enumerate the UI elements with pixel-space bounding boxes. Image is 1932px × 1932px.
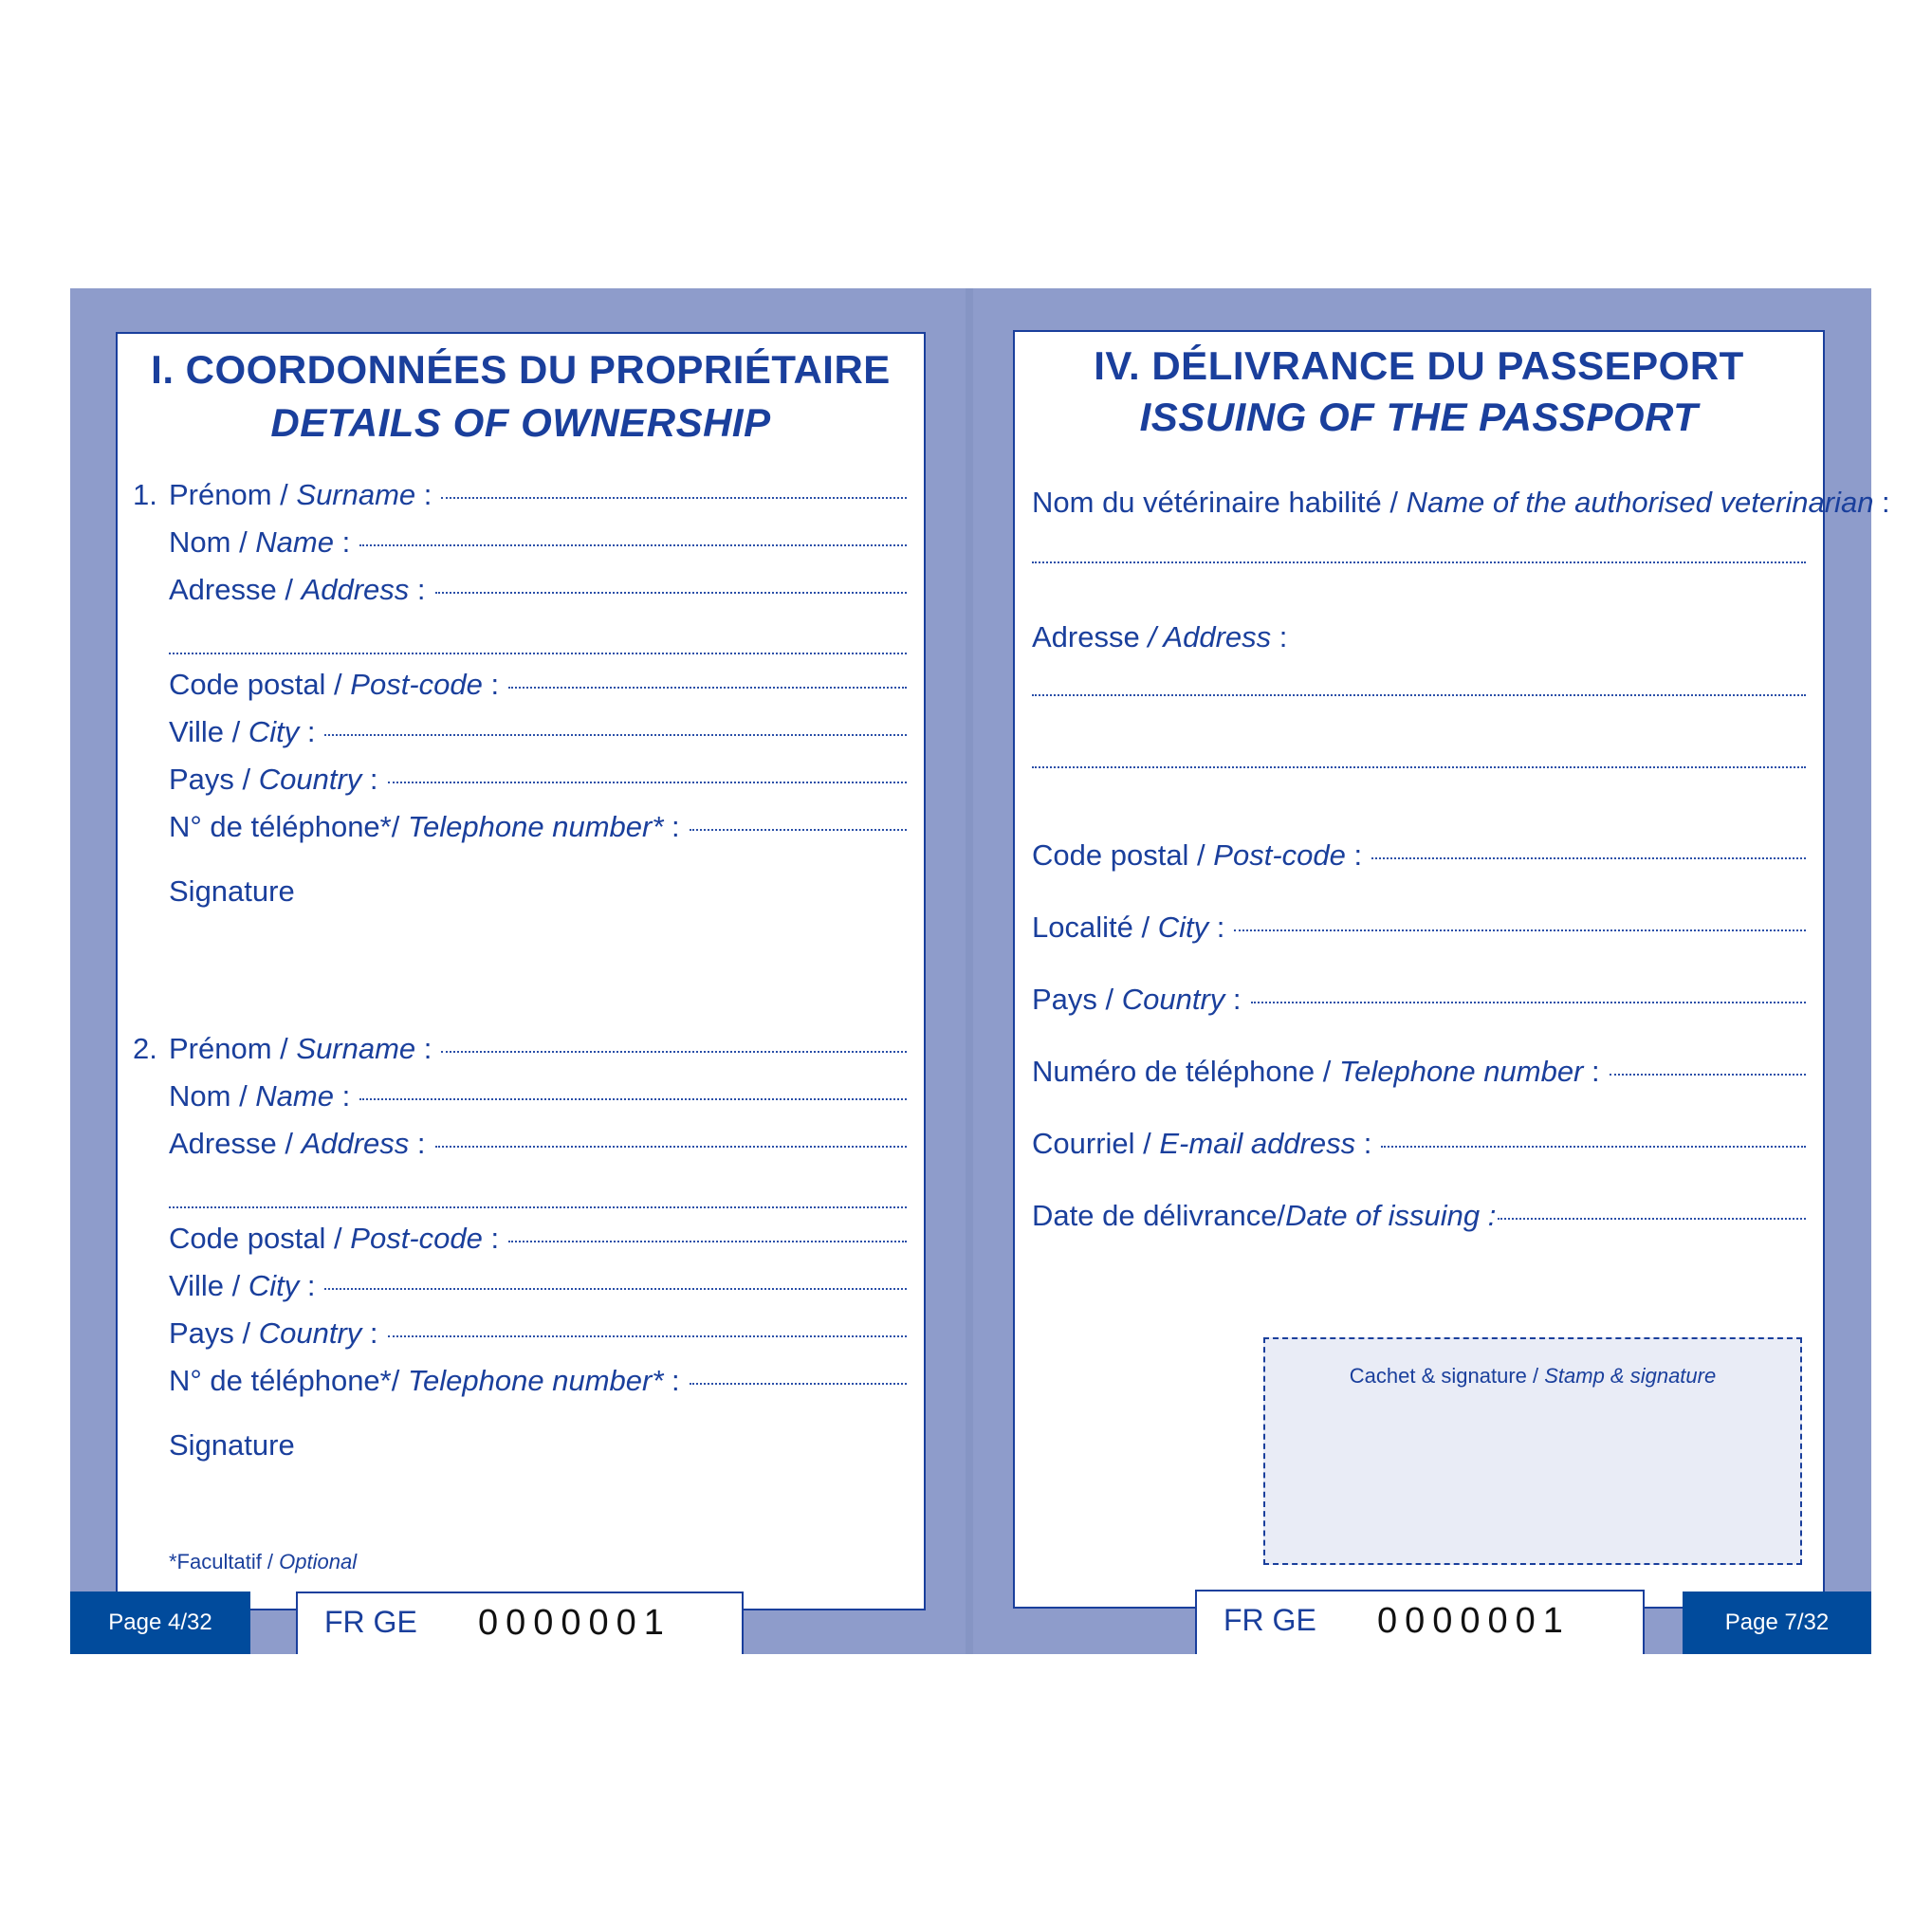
ownership-title-fr: I. COORDONNÉES DU PROPRIÉTAIRE (151, 347, 891, 392)
owner-1-signature-label: Signature (169, 874, 295, 908)
city-dotted-line (324, 1287, 907, 1290)
owner-2-address-field[interactable] (169, 1127, 907, 1161)
surname-dotted-line (441, 1050, 907, 1053)
name-dotted-line (359, 1097, 907, 1100)
vet-address-line-1[interactable] (1032, 694, 1806, 696)
owner-1-city-label: Ville / City : (169, 715, 316, 748)
owner-1-address-label: Adresse / Address : (169, 573, 426, 606)
owner-2-name-field[interactable] (169, 1079, 907, 1113)
postcode-dotted-line (508, 1240, 907, 1242)
serial-box-left (296, 1592, 744, 1654)
name-dotted-line (359, 543, 907, 546)
vet-postcode-field[interactable] (1032, 838, 1806, 873)
owner-1-address-field[interactable] (169, 573, 907, 607)
vet-postcode-label: Code postal / Post-code : (1032, 838, 1363, 872)
surname-dotted-line (441, 496, 907, 499)
owner-1-country-field[interactable] (169, 763, 907, 797)
address-dotted-line (435, 591, 907, 594)
owner-2-postcode-label: Code postal / Post-code : (169, 1222, 500, 1255)
owner-1-country-label: Pays / Country : (169, 763, 378, 796)
country-dotted-line (1251, 1001, 1806, 1003)
passport-spread (70, 288, 1890, 1654)
vet-country-field[interactable] (1032, 983, 1806, 1017)
owner-1-surname-field[interactable] (169, 478, 907, 512)
country-dotted-line (388, 1334, 907, 1337)
owner-2-address-label: Adresse / Address : (169, 1127, 426, 1160)
issuing-title-en: ISSUING OF THE PASSPORT (1139, 395, 1699, 439)
vet-phone-label: Numéro de téléphone / Telephone number : (1032, 1055, 1600, 1088)
page-number-right: Page 7/32 (1683, 1592, 1871, 1654)
ownership-title-en: DETAILS OF OWNERSHIP (270, 400, 771, 445)
vet-name-label: Nom du vétérinaire habilité / Name of the authorised veterinarian : (1032, 486, 1890, 519)
address-dotted-line (435, 1145, 907, 1148)
vet-city-field[interactable] (1032, 911, 1806, 945)
issuing-title-fr: IV. DÉLIVRANCE DU PASSEPORT (1094, 343, 1744, 388)
owner-2-phone-field[interactable] (169, 1364, 907, 1398)
owner-1-postcode-label: Code postal / Post-code : (169, 668, 500, 701)
country-code-left: FR GE (324, 1605, 417, 1639)
page-number-left: Page 4/32 (70, 1592, 250, 1654)
owner-2-signature-label: Signature (169, 1428, 295, 1462)
date-dotted-line (1498, 1217, 1806, 1220)
country-code-right: FR GE (1224, 1603, 1316, 1637)
postcode-dotted-line (1371, 856, 1806, 859)
vet-email-label: Courriel / E-mail address : (1032, 1127, 1372, 1160)
owner-1-name-label: Nom / Name : (169, 525, 351, 559)
owner-1-name-field[interactable] (169, 525, 907, 560)
owner-2-postcode-field[interactable] (169, 1222, 907, 1256)
vet-country-label: Pays / Country : (1032, 983, 1242, 1016)
owner-2-number: 2. (133, 1032, 157, 1065)
vet-name-line[interactable] (1032, 561, 1806, 563)
owner-1-postcode-field[interactable] (169, 668, 907, 702)
stamp-caption: Cachet & signature / Stamp & signature (1349, 1364, 1717, 1388)
owner-1-surname-label: Prénom / Surname : (169, 478, 432, 511)
owner-2-city-field[interactable] (169, 1269, 907, 1303)
book-gutter (966, 288, 973, 1654)
city-dotted-line (324, 733, 907, 736)
serial-box-right (1195, 1590, 1645, 1654)
optional-footnote: *Facultatif / Optional (169, 1550, 358, 1573)
phone-dotted-line (690, 828, 907, 831)
phone-dotted-line (690, 1382, 907, 1385)
vet-city-label: Localité / City : (1032, 911, 1225, 944)
owner-2-surname-field[interactable] (169, 1032, 907, 1066)
owner-2-country-field[interactable] (169, 1316, 907, 1351)
ownership-panel (116, 332, 926, 1610)
owner-1-number: 1. (133, 478, 157, 511)
vet-email-field[interactable] (1032, 1127, 1806, 1161)
owner-2-city-label: Ville / City : (169, 1269, 316, 1302)
country-dotted-line (388, 781, 907, 783)
postcode-dotted-line (508, 686, 907, 689)
owner-2-address-line-2[interactable] (169, 1206, 907, 1208)
serial-number-left: 0000001 (478, 1603, 672, 1643)
owner-1-phone-field[interactable] (169, 810, 907, 844)
vet-address-line-2[interactable] (1032, 766, 1806, 768)
owner-1-phone-label: N° de téléphone*/ Telephone number* : (169, 810, 680, 843)
serial-number-right: 0000001 (1377, 1601, 1571, 1641)
owner-1-city-field[interactable] (169, 715, 907, 749)
vet-address-label: Adresse / Address : (1032, 620, 1288, 653)
owner-2-phone-label: N° de téléphone*/ Telephone number* : (169, 1364, 680, 1397)
city-dotted-line (1234, 929, 1806, 931)
email-dotted-line (1381, 1145, 1806, 1148)
owner-1-address-line-2[interactable] (169, 653, 907, 654)
owner-2-country-label: Pays / Country : (169, 1316, 378, 1350)
vet-phone-field[interactable] (1032, 1055, 1806, 1089)
owner-2-surname-label: Prénom / Surname : (169, 1032, 432, 1065)
owner-2-name-label: Nom / Name : (169, 1079, 351, 1113)
stamp-signature-box[interactable] (1263, 1337, 1802, 1565)
issue-date-field[interactable] (1032, 1199, 1806, 1233)
phone-dotted-line (1610, 1073, 1806, 1076)
issue-date-label: Date de délivrance/Date of issuing : (1032, 1199, 1497, 1232)
